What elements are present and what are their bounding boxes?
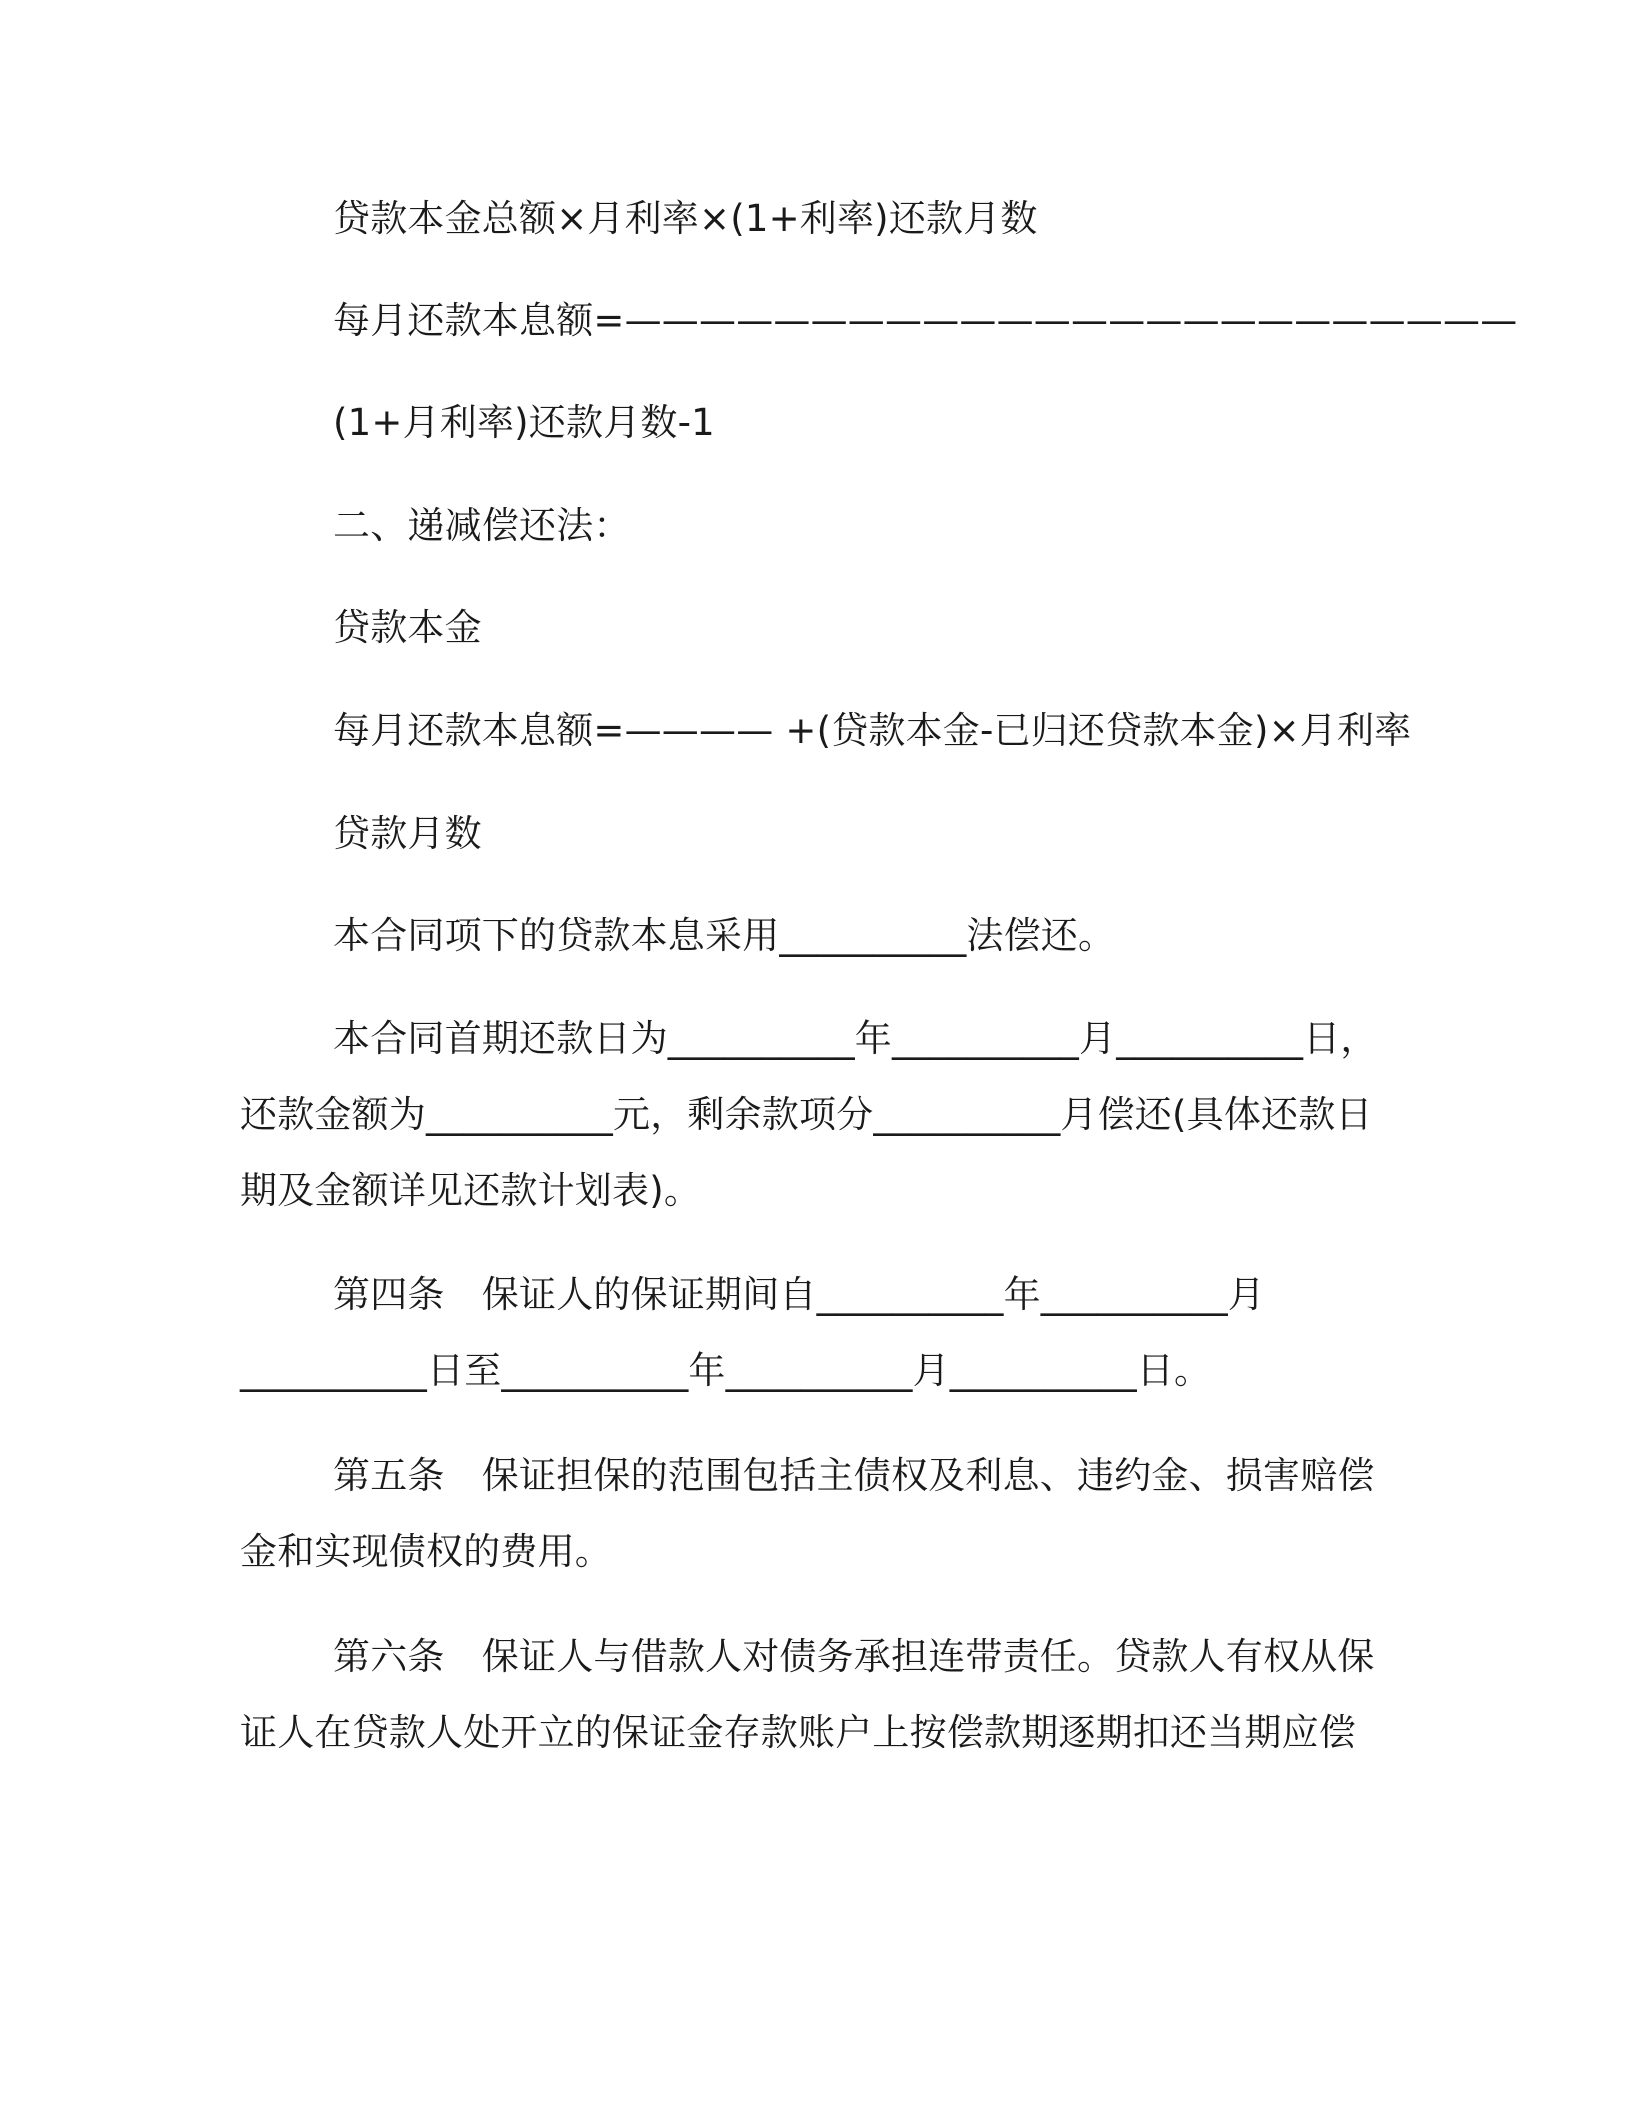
section-heading-decreasing-repayment: 二、递减偿还法：	[333, 504, 631, 547]
formula-decreasing-monthly-payment: 每月还款本息额=———— +(贷款本金-已归还贷款本金)×月利率	[333, 709, 1412, 752]
article-five-guarantee-scope-cont: 金和实现债权的费用。	[240, 1530, 612, 1573]
article-four-guarantee-period-cont: __________日至__________年__________月__________日。	[240, 1349, 1212, 1392]
formula-numerator-decreasing: 贷款本金	[333, 606, 482, 649]
formula-denominator-annuity: (1+月利率)还款月数-1	[333, 401, 715, 444]
article-five-guarantee-scope: 第五条 保证担保的范围包括主债权及利息、违约金、损害赔偿	[333, 1454, 1375, 1497]
formula-denominator-decreasing: 贷款月数	[333, 812, 482, 855]
formula-annuity-monthly-payment: 每月还款本息额=————————————————————————	[333, 299, 1518, 342]
first-repayment-date-clause: 本合同首期还款日为__________年__________月__________日，	[333, 1017, 1378, 1060]
article-four-guarantee-period: 第四条 保证人的保证期间自__________年__________月	[333, 1273, 1265, 1316]
first-repayment-clause-end: 期及金额详见还款计划表)。	[240, 1169, 702, 1212]
first-repayment-amount-clause: 还款金额为__________元，剩余款项分__________月偿还(具体还款日	[240, 1093, 1373, 1136]
article-six-joint-liability: 第六条 保证人与借款人对债务承担连带责任。贷款人有权从保	[333, 1635, 1375, 1678]
article-six-joint-liability-cont: 证人在贷款人处开立的保证金存款账户上按偿款期逐期扣还当期应偿	[240, 1711, 1356, 1754]
repayment-method-clause: 本合同项下的贷款本息采用__________法偿还。	[333, 914, 1116, 957]
formula-numerator-annuity: 贷款本金总额×月利率×(1+利率)还款月数	[333, 197, 1038, 240]
